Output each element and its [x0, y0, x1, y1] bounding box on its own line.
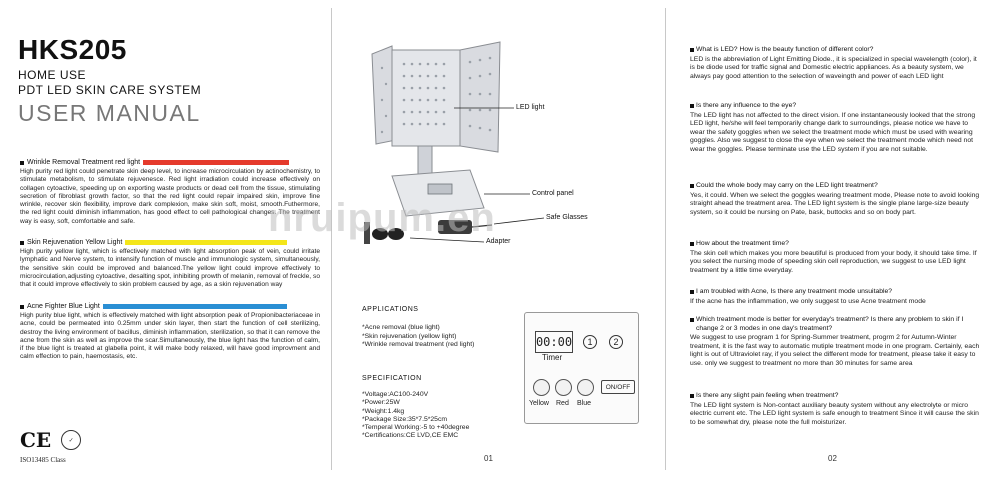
bullet-square-icon [690, 104, 694, 108]
callout-control-panel: Control panel [532, 190, 574, 197]
faq-item [690, 288, 980, 306]
faq-item [690, 392, 980, 427]
callout-line-glasses [494, 218, 544, 224]
faq-answer: Yes, it could. When we select the goggles wearing treatment mode, Please note to avoid looking straight ahead the treatment area. The LED light system is the single plane large-size beauty system, so it could be nursing on Pate, bask, buttocks and so on body part. [690, 191, 980, 216]
section-body: High purity red light could penetrate skin deep level, to increase microcirculation by actinochemistry, to stimulate metabolism, to stimulate rejuvenesce. Red light irradiation could increase effectively on collagen cytoactive, speeding up on exporting waste products or dead cell from the tissue, stimulating secretion of fibroblast growth factor, so that the red light could repair impaired skin, improve fine wrinkle, recover skin flexibility, improve dark complexion, make skin soft, moist, smooth.Futhermore, the red light could diminish inflammation, has good effect to cell pathological changes. The treatment way is easy, soft, comfortable and safe. [20, 168, 320, 225]
applications-list [362, 324, 474, 350]
section-body: High purity blue light, which is effectively matched with light absorption peak of Propionibacteriaceae in acne, could be permeated into 0.25mm under skin layer, then start the function of cell sterilizing, destroy the living environment of bacillus, diminish inflammation, sterilization, so that it can remove the acne from the skin as well as improve the scar.Simultaneously, the blue light has the function of calm, if the blue light is treated at glabella point, it will make body relaxed, will have good improvment and calm effection to pain, haemostasis, etc. [20, 312, 320, 361]
blue-button-label: Blue [577, 400, 592, 407]
faq-answer: The LED light system is Non-contact auxiliary beauty system without any electrolyte or micro electric current etc. The LED light system is safe enough to treatment Since it will cause the skin to be somewhat dry, please note the full moisturizer. [690, 401, 979, 426]
section-title: Wrinkle Removal Treatment red light [27, 159, 141, 166]
yellow-button [533, 379, 550, 396]
callout-adapter: Adapter [486, 238, 511, 245]
spec-item: *Temperal Working:-5 to +40degree [362, 424, 470, 432]
on-off-button: ON/OFF [601, 380, 635, 394]
faq-item [690, 240, 980, 275]
application-item: *Skin rejuvenation (yellow light) [362, 332, 457, 340]
iso-logo-icon: ✓ [61, 430, 81, 450]
bullet-square-icon [690, 318, 694, 322]
ce-mark-icon: CE [20, 428, 52, 452]
timer-display: 00:00 [535, 331, 573, 353]
callout-safe-glasses: Safe Glasses [546, 214, 588, 221]
section-body: High purity yellow light, which is effectively matched with light absorption peak of vein, could irritate lymphatic and Nerve system, to intensify function of muscle and immunologic system, simultaneously, the sensitive skin could be improved and balanced.The yellow light could improve effectively to microcirculation,adjusting cytoactive, desalting spot, inhibiting prowth of melanin, removal of freckle, so that it could improve effectively to skin problem caused by age, as a skin rejuvenation way [20, 248, 320, 289]
spec-item: *Weight:1.4kg [362, 407, 405, 415]
faq-page [668, 12, 994, 470]
page-divider-right [665, 8, 666, 470]
faq-answer: If the acne has the inflammation, we only suggest to use Acne treatment mode [690, 297, 926, 305]
yellow-color-bar [125, 240, 287, 245]
faq-answer: LED is the abbreviation of Light Emitting Diode., it is specialized in special wavelength (color), it is be diode used for traffic signal and Domestic electric appliances. As a beauty system, we always pay good attention to the selection of waveingth and power of each LED light [690, 55, 977, 80]
manual-cover-page [8, 12, 330, 470]
faq-question: Which treatment mode is better for everyday's treatment? Is there any problem to skin if I change 2 or 3 modes in one day's treatment? [696, 316, 964, 332]
blue-color-bar [103, 304, 287, 309]
watermark-text: nruipum.en [268, 196, 496, 240]
specification-list [362, 391, 469, 441]
brand-model-name: HKS205 [18, 34, 127, 65]
bullet-square-icon [690, 290, 694, 294]
led-panel-center [392, 50, 460, 146]
faq-question: Could the whole body may carry on the LED light treatment? [696, 182, 878, 189]
spec-item: *Certifications:CE LVD,CE EMC [362, 432, 459, 440]
spec-item: *Voltage:AC100-240V [362, 391, 429, 398]
bullet-square-icon [690, 184, 694, 188]
spec-item: *Power:25W [362, 399, 400, 407]
section-title: Acne Fighter Blue Light [27, 303, 100, 310]
callout-led-light: LED light [516, 104, 545, 111]
faq-item [690, 182, 980, 217]
red-button-label: Red [556, 400, 569, 407]
faq-question: Is there any slight pain feeling when treatment? [696, 392, 839, 399]
control-panel-diagram [524, 312, 639, 424]
bullet-square-icon [20, 241, 24, 245]
bullet-square-icon [20, 161, 24, 165]
faq-item [690, 102, 980, 154]
faq-answer: The LED light has not affected to the direct vision. If one instantaneously looked that the strong LED light, he/she will feel temporarily change dark to surroundings, please notice we have to wear the safety goggles when we select the treatment mode which must be used with wearing goggles. Also we suggest to close the eye when we select the treatment mode which need not wear the goggles. Please terminate use the LED system if you are not suitable. [690, 111, 976, 153]
page-number: 02 [828, 454, 837, 463]
subtitle-home-use: HOME USE [18, 68, 87, 82]
control-panel-display [428, 184, 452, 194]
bullet-square-icon [20, 305, 24, 309]
bullet-square-icon [690, 394, 694, 398]
faq-question: What is LED? How is the beauty function of different color? [696, 46, 874, 53]
faq-question: I am troubled with Acne, Is there any treatment mode unsuitable? [696, 288, 893, 295]
subtitle-product-type: PDT LED SKIN CARE SYSTEM [18, 83, 202, 97]
faq-answer: The skin cell which makes you more beautiful is produced from your body, it should take time. If you select the nursing mode of speeding skin cell reproduction, we suggest to use LED light treatment by a little time everyday. [690, 249, 977, 274]
timer-label: Timer [542, 353, 563, 362]
specification-heading: SPECIFICATION [362, 375, 422, 382]
applications-heading: APPLICATIONS [362, 306, 419, 313]
led-panel-right [460, 42, 500, 152]
product-overview-page [334, 12, 664, 470]
page-number: 01 [484, 454, 493, 463]
section-yellow-light [20, 238, 320, 289]
faq-answer: We suggest to use program 1 for Spring-Summer treatment, progrm 2 for Autumn-Winter treatment, it is the fast way to automatic mutiple treatment mode in one program. Certainly, each light is out of Ultraviolet ray, if you select the different mode for treatment, please take it easy to use. only we suggest to treatment no more than 30 minutes for same area [690, 334, 980, 367]
bullet-square-icon [690, 48, 694, 52]
faq-question: How about the treatment time? [696, 240, 789, 247]
red-color-bar [143, 160, 289, 165]
red-button [555, 379, 572, 396]
blue-button [577, 379, 594, 396]
application-item: *Wrinkle removal treatment (red light) [362, 341, 475, 349]
application-item: *Acne removal (blue light) [362, 324, 440, 331]
faq-question: Is there any influence to the eye? [696, 102, 797, 109]
user-manual-title: USER MANUAL [18, 100, 201, 126]
iso-class-text: ISO13485 Class [20, 456, 66, 464]
faq-item [690, 46, 980, 81]
section-blue-light [20, 302, 320, 362]
faq-item [690, 316, 980, 368]
device-stand [418, 146, 432, 176]
program-1-button: 1 [583, 335, 597, 349]
certification-marks [20, 428, 81, 452]
bullet-square-icon [690, 242, 694, 246]
section-title: Skin Rejuvenation Yellow Light [27, 239, 123, 246]
spec-item: *Package Size:35*7.5*25cm [362, 415, 448, 423]
program-2-button: 2 [609, 335, 623, 349]
yellow-button-label: Yellow [529, 400, 549, 407]
